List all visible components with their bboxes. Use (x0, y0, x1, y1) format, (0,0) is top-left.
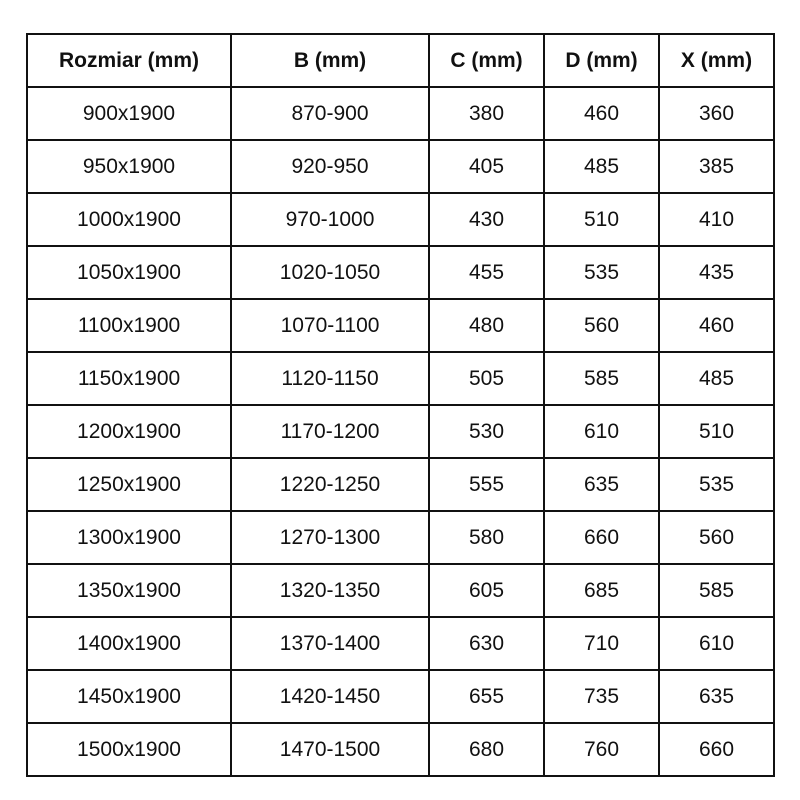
table-row (27, 87, 774, 140)
cell-b: 1220-1250 (231, 458, 429, 511)
table-header-row (27, 34, 774, 87)
cell-d: 560 (544, 299, 659, 352)
cell-rozmiar: 1050x1900 (27, 246, 231, 299)
cell-d: 610 (544, 405, 659, 458)
cell-x: 610 (659, 617, 774, 670)
cell-rozmiar: 1300x1900 (27, 511, 231, 564)
cell-rozmiar: 1100x1900 (27, 299, 231, 352)
table-row (27, 405, 774, 458)
cell-d: 510 (544, 193, 659, 246)
cell-b: 1420-1450 (231, 670, 429, 723)
cell-rozmiar: 1150x1900 (27, 352, 231, 405)
cell-b: 1020-1050 (231, 246, 429, 299)
cell-rozmiar: 1450x1900 (27, 670, 231, 723)
table-row (27, 564, 774, 617)
table-row (27, 458, 774, 511)
cell-c: 455 (429, 246, 544, 299)
cell-c: 555 (429, 458, 544, 511)
cell-rozmiar: 1350x1900 (27, 564, 231, 617)
cell-x: 360 (659, 87, 774, 140)
dimensions-table-container (26, 33, 773, 777)
cell-c: 480 (429, 299, 544, 352)
cell-x: 410 (659, 193, 774, 246)
cell-c: 430 (429, 193, 544, 246)
cell-rozmiar: 1000x1900 (27, 193, 231, 246)
header-x: X (mm) (659, 34, 774, 87)
cell-c: 505 (429, 352, 544, 405)
cell-b: 870-900 (231, 87, 429, 140)
table-row (27, 299, 774, 352)
table-row (27, 140, 774, 193)
cell-x: 435 (659, 246, 774, 299)
cell-rozmiar: 1500x1900 (27, 723, 231, 776)
cell-rozmiar: 900x1900 (27, 87, 231, 140)
table-row (27, 352, 774, 405)
cell-rozmiar: 950x1900 (27, 140, 231, 193)
cell-c: 605 (429, 564, 544, 617)
cell-d: 660 (544, 511, 659, 564)
cell-c: 680 (429, 723, 544, 776)
cell-x: 510 (659, 405, 774, 458)
table-row (27, 670, 774, 723)
cell-x: 460 (659, 299, 774, 352)
cell-b: 1470-1500 (231, 723, 429, 776)
table-row (27, 193, 774, 246)
cell-d: 585 (544, 352, 659, 405)
cell-b: 970-1000 (231, 193, 429, 246)
table-row (27, 511, 774, 564)
cell-d: 535 (544, 246, 659, 299)
header-c: C (mm) (429, 34, 544, 87)
cell-c: 580 (429, 511, 544, 564)
cell-b: 920-950 (231, 140, 429, 193)
cell-x: 385 (659, 140, 774, 193)
cell-d: 485 (544, 140, 659, 193)
cell-x: 535 (659, 458, 774, 511)
cell-b: 1120-1150 (231, 352, 429, 405)
cell-d: 635 (544, 458, 659, 511)
header-b: B (mm) (231, 34, 429, 87)
dimensions-table (26, 33, 775, 777)
cell-c: 530 (429, 405, 544, 458)
cell-c: 405 (429, 140, 544, 193)
cell-b: 1170-1200 (231, 405, 429, 458)
table-row (27, 723, 774, 776)
cell-d: 735 (544, 670, 659, 723)
cell-rozmiar: 1200x1900 (27, 405, 231, 458)
cell-b: 1320-1350 (231, 564, 429, 617)
cell-c: 630 (429, 617, 544, 670)
cell-c: 380 (429, 87, 544, 140)
table-row (27, 617, 774, 670)
header-d: D (mm) (544, 34, 659, 87)
cell-b: 1070-1100 (231, 299, 429, 352)
cell-x: 585 (659, 564, 774, 617)
cell-rozmiar: 1250x1900 (27, 458, 231, 511)
table-row (27, 246, 774, 299)
cell-b: 1270-1300 (231, 511, 429, 564)
table-body (27, 87, 774, 776)
cell-x: 485 (659, 352, 774, 405)
cell-c: 655 (429, 670, 544, 723)
cell-d: 760 (544, 723, 659, 776)
cell-x: 635 (659, 670, 774, 723)
cell-b: 1370-1400 (231, 617, 429, 670)
cell-x: 560 (659, 511, 774, 564)
cell-d: 685 (544, 564, 659, 617)
cell-d: 460 (544, 87, 659, 140)
cell-x: 660 (659, 723, 774, 776)
cell-d: 710 (544, 617, 659, 670)
header-rozmiar: Rozmiar (mm) (27, 34, 231, 87)
cell-rozmiar: 1400x1900 (27, 617, 231, 670)
